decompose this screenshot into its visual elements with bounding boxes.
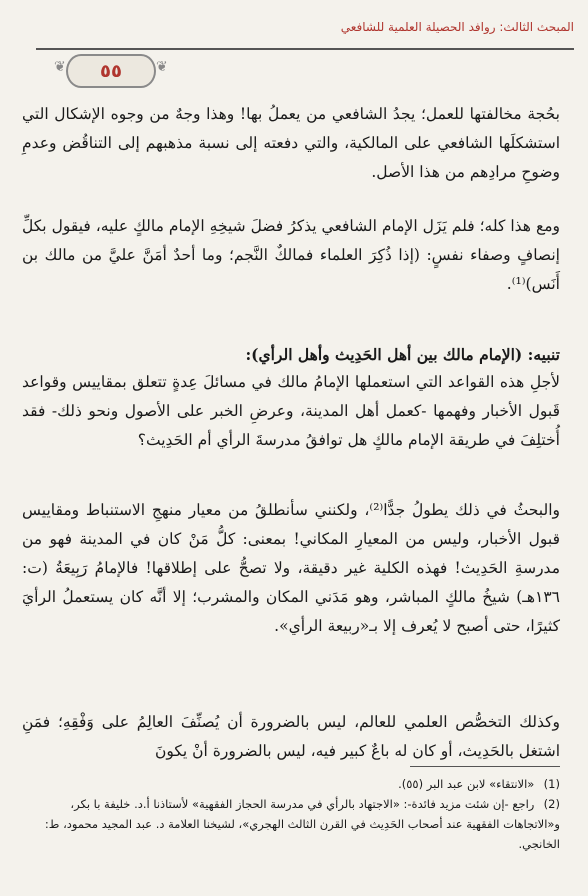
ornament-icon: ❦: [156, 59, 168, 75]
header-rule: [36, 48, 574, 50]
paragraph-1: بحُجة مخالفتها للعمل؛ يجدُ الشافعي من يعملُ بها! وهذا وجهٌ من وجوه الإشكال التي استشكلَها الشافعي على المالكية، والتي دفعته إلى نسبة مذهبهم إلى التناقُض وعدمِ وضوحِ مرادِهم من هذا الأصل.: [22, 104, 560, 181]
ornament-icon: ❦: [54, 59, 66, 75]
paragraph-5: وكذلك التخصُّص العلمي للعالم، ليس بالضرورة أن يُصنِّفَ العالِمُ على وَفْقِهِ؛ فمَنِ اشتغل بالحَدِيث، أو كان له باعٌ كبير فيه، ليس بالضرورة أنْ يكونَ: [22, 712, 560, 760]
running-title: المبحث الثالث: روافد الحصيلة العلمية للشافعي: [340, 20, 574, 34]
page-number-badge: [66, 54, 156, 88]
footnote-2: [22, 794, 560, 854]
footnote-text: «الانتقاء» لابن عبد البر (٥٥).: [398, 777, 535, 791]
footnote-rule: [410, 766, 560, 767]
running-head: [14, 16, 574, 42]
section-note-heading: تنبيه: (الإمام مالك بين أهل الحَدِيث وأهل الرأي):: [245, 344, 560, 364]
footnote-1: [22, 774, 560, 794]
footnote-number: (2): [543, 797, 560, 811]
paragraph-2: ومع هذا كله؛ فلم يَزَل الإمام الشافعي يذكرُ فضلَ شيخِهِ الإمام مالكٍ عليه، فيقول بكلِّ إنصافٍ وصفاء نفسٍ: (إذا ذُكِرَ العلماء فمالكٌ النَّجم؛ وما أحدٌ أمَنَّ عليَّ من مالك بن أَنَس)⁽¹⁾.: [22, 216, 560, 293]
paragraph-3: لأجلِ هذه القواعد التي استعملها الإمامُ مالك في مسائلَ عِدةٍ تتعلق بمقاييس وقواعد قَبول الأخبار وفهمها -كعمل أهل المدينة، وعرضِ الخبر على الأصول ونحو ذلك- فقد أُختلِفَ في طريقة الإمام مالكٍ هل توافقُ مدرسةَ الرأي أم الحَدِيث؟: [22, 372, 560, 449]
footnote-number: (1): [543, 777, 560, 791]
page-number: ٥٥: [100, 60, 122, 82]
footnote-text: راجع -إن شئت مزيد فائدة-: «الاجتهاد بالرأي في مدرسة الحجاز الفقهية» لأستاذنا أ.د. خليفة با بكر، و«الاتجاهات الفقهية عند أصحاب الحَدِيث في القرن الثالث الهجري»، لشيخنا العلامة د. عبد المجيد محمود، ط: الخانجي.: [44, 797, 560, 851]
paragraph-4: والبحثُ في ذلك يطولُ جدًّا⁽²⁾، ولكنني سأنطلقُ من معيار منهجِ الاستنباط ومقاييس قبول الأخبار، وليس من المعيارِ المكاني! بمعنى: كلُّ مَنْ كان في المدينة فهو من مدرسةِ الحَدِيث! فهذه الكلية غير دقيقة، ولا تصحُّ على إطلاقها! فالإمامُ رَبِيعَةُ (ت: ١٣٦هـ) شيخُ مالكٍ المباشر، وهو مَدَني المكان والمشرب؛ إلا أنَّه كان يستعملُ الرأيَ كثيرًا، حتى أصبح لا يُعرف إلا بـ«ربيعة الرأي».: [22, 500, 561, 635]
